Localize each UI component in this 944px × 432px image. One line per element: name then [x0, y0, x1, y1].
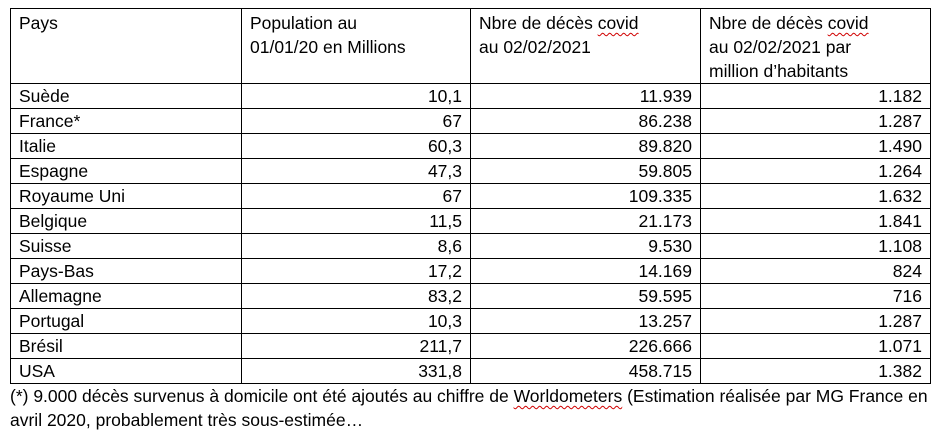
footnote-spellcheck-word: Worldometers	[513, 386, 623, 406]
cell-country: Italie	[11, 134, 242, 159]
cell-deaths-per-million: 1.182	[701, 84, 931, 109]
cell-country: USA	[11, 359, 242, 384]
cell-deaths: 86.238	[471, 109, 701, 134]
table-row	[11, 84, 931, 109]
cell-deaths: 458.715	[471, 359, 701, 384]
header-deaths	[471, 9, 701, 84]
table-row	[11, 134, 931, 159]
table-row	[11, 109, 931, 134]
cell-country: Brésil	[11, 334, 242, 359]
table-row	[11, 284, 931, 309]
cell-population: 67	[242, 109, 471, 134]
table-row	[11, 334, 931, 359]
cell-deaths-per-million: 824	[701, 259, 931, 284]
footnote-text-start: (*) 9.000 décès survenus à domicile ont été ajoutés au chiffre de	[10, 386, 514, 406]
cell-population: 60,3	[242, 134, 471, 159]
table-row	[11, 184, 931, 209]
header-row	[11, 9, 931, 84]
cell-population: 10,1	[242, 84, 471, 109]
header-population-line-1: Population au	[250, 13, 358, 33]
cell-deaths: 59.595	[471, 284, 701, 309]
cell-deaths-per-million: 716	[701, 284, 931, 309]
cell-deaths: 21.173	[471, 209, 701, 234]
cell-country: Pays-Bas	[11, 259, 242, 284]
cell-country: Suède	[11, 84, 242, 109]
cell-population: 47,3	[242, 159, 471, 184]
header-deaths-per-million	[701, 9, 931, 84]
cell-population: 331,8	[242, 359, 471, 384]
cell-deaths-per-million: 1.632	[701, 184, 931, 209]
covid-deaths-table	[10, 8, 931, 384]
cell-country: Suisse	[11, 234, 242, 259]
cell-deaths: 14.169	[471, 259, 701, 284]
table-row	[11, 259, 931, 284]
table-row	[11, 209, 931, 234]
header-dpm-spellcheck-word: covid	[827, 13, 869, 33]
cell-deaths: 11.939	[471, 84, 701, 109]
cell-deaths-per-million: 1.490	[701, 134, 931, 159]
document	[10, 8, 930, 432]
cell-population: 67	[242, 184, 471, 209]
header-country-label: Pays	[19, 13, 58, 33]
header-country	[11, 9, 242, 84]
cell-deaths: 109.335	[471, 184, 701, 209]
header-dpm-line-3: million d’habitants	[709, 61, 849, 81]
header-deaths-line-2: au 02/02/2021	[479, 37, 591, 57]
cell-population: 10,3	[242, 309, 471, 334]
cell-country: Allemagne	[11, 284, 242, 309]
header-population	[242, 9, 471, 84]
cell-population: 17,2	[242, 259, 471, 284]
cell-deaths: 9.530	[471, 234, 701, 259]
table-body	[11, 84, 931, 384]
cell-deaths: 13.257	[471, 309, 701, 334]
header-deaths-text: Nbre de décès	[479, 13, 598, 33]
cell-deaths: 226.666	[471, 334, 701, 359]
header-population-line-2: 01/01/20 en Millions	[250, 37, 406, 57]
cell-deaths-per-million: 1.071	[701, 334, 931, 359]
header-dpm-text: Nbre de décès	[709, 13, 828, 33]
cell-deaths-per-million: 1.382	[701, 359, 931, 384]
cell-population: 211,7	[242, 334, 471, 359]
header-dpm-line-2: au 02/02/2021 par	[709, 37, 852, 57]
cell-country: France*	[11, 109, 242, 134]
cell-country: Royaume Uni	[11, 184, 242, 209]
table-row	[11, 159, 931, 184]
cell-deaths: 59.805	[471, 159, 701, 184]
table-row	[11, 234, 931, 259]
header-deaths-spellcheck-word: covid	[597, 13, 639, 33]
cell-population: 8,6	[242, 234, 471, 259]
cell-deaths-per-million: 1.108	[701, 234, 931, 259]
cell-deaths-per-million: 1.287	[701, 109, 931, 134]
cell-deaths-per-million: 1.287	[701, 309, 931, 334]
cell-country: Espagne	[11, 159, 242, 184]
cell-deaths-per-million: 1.264	[701, 159, 931, 184]
footnote-text-end: (Estimation réalisée par MG France en avril 2020, probablement très sous-estimée…	[10, 386, 928, 430]
cell-population: 11,5	[242, 209, 471, 234]
cell-deaths-per-million: 1.841	[701, 209, 931, 234]
table-row	[11, 359, 931, 384]
cell-country: Portugal	[11, 309, 242, 334]
cell-country: Belgique	[11, 209, 242, 234]
cell-deaths: 89.820	[471, 134, 701, 159]
cell-population: 83,2	[242, 284, 471, 309]
footnote	[10, 384, 930, 432]
table-row	[11, 309, 931, 334]
